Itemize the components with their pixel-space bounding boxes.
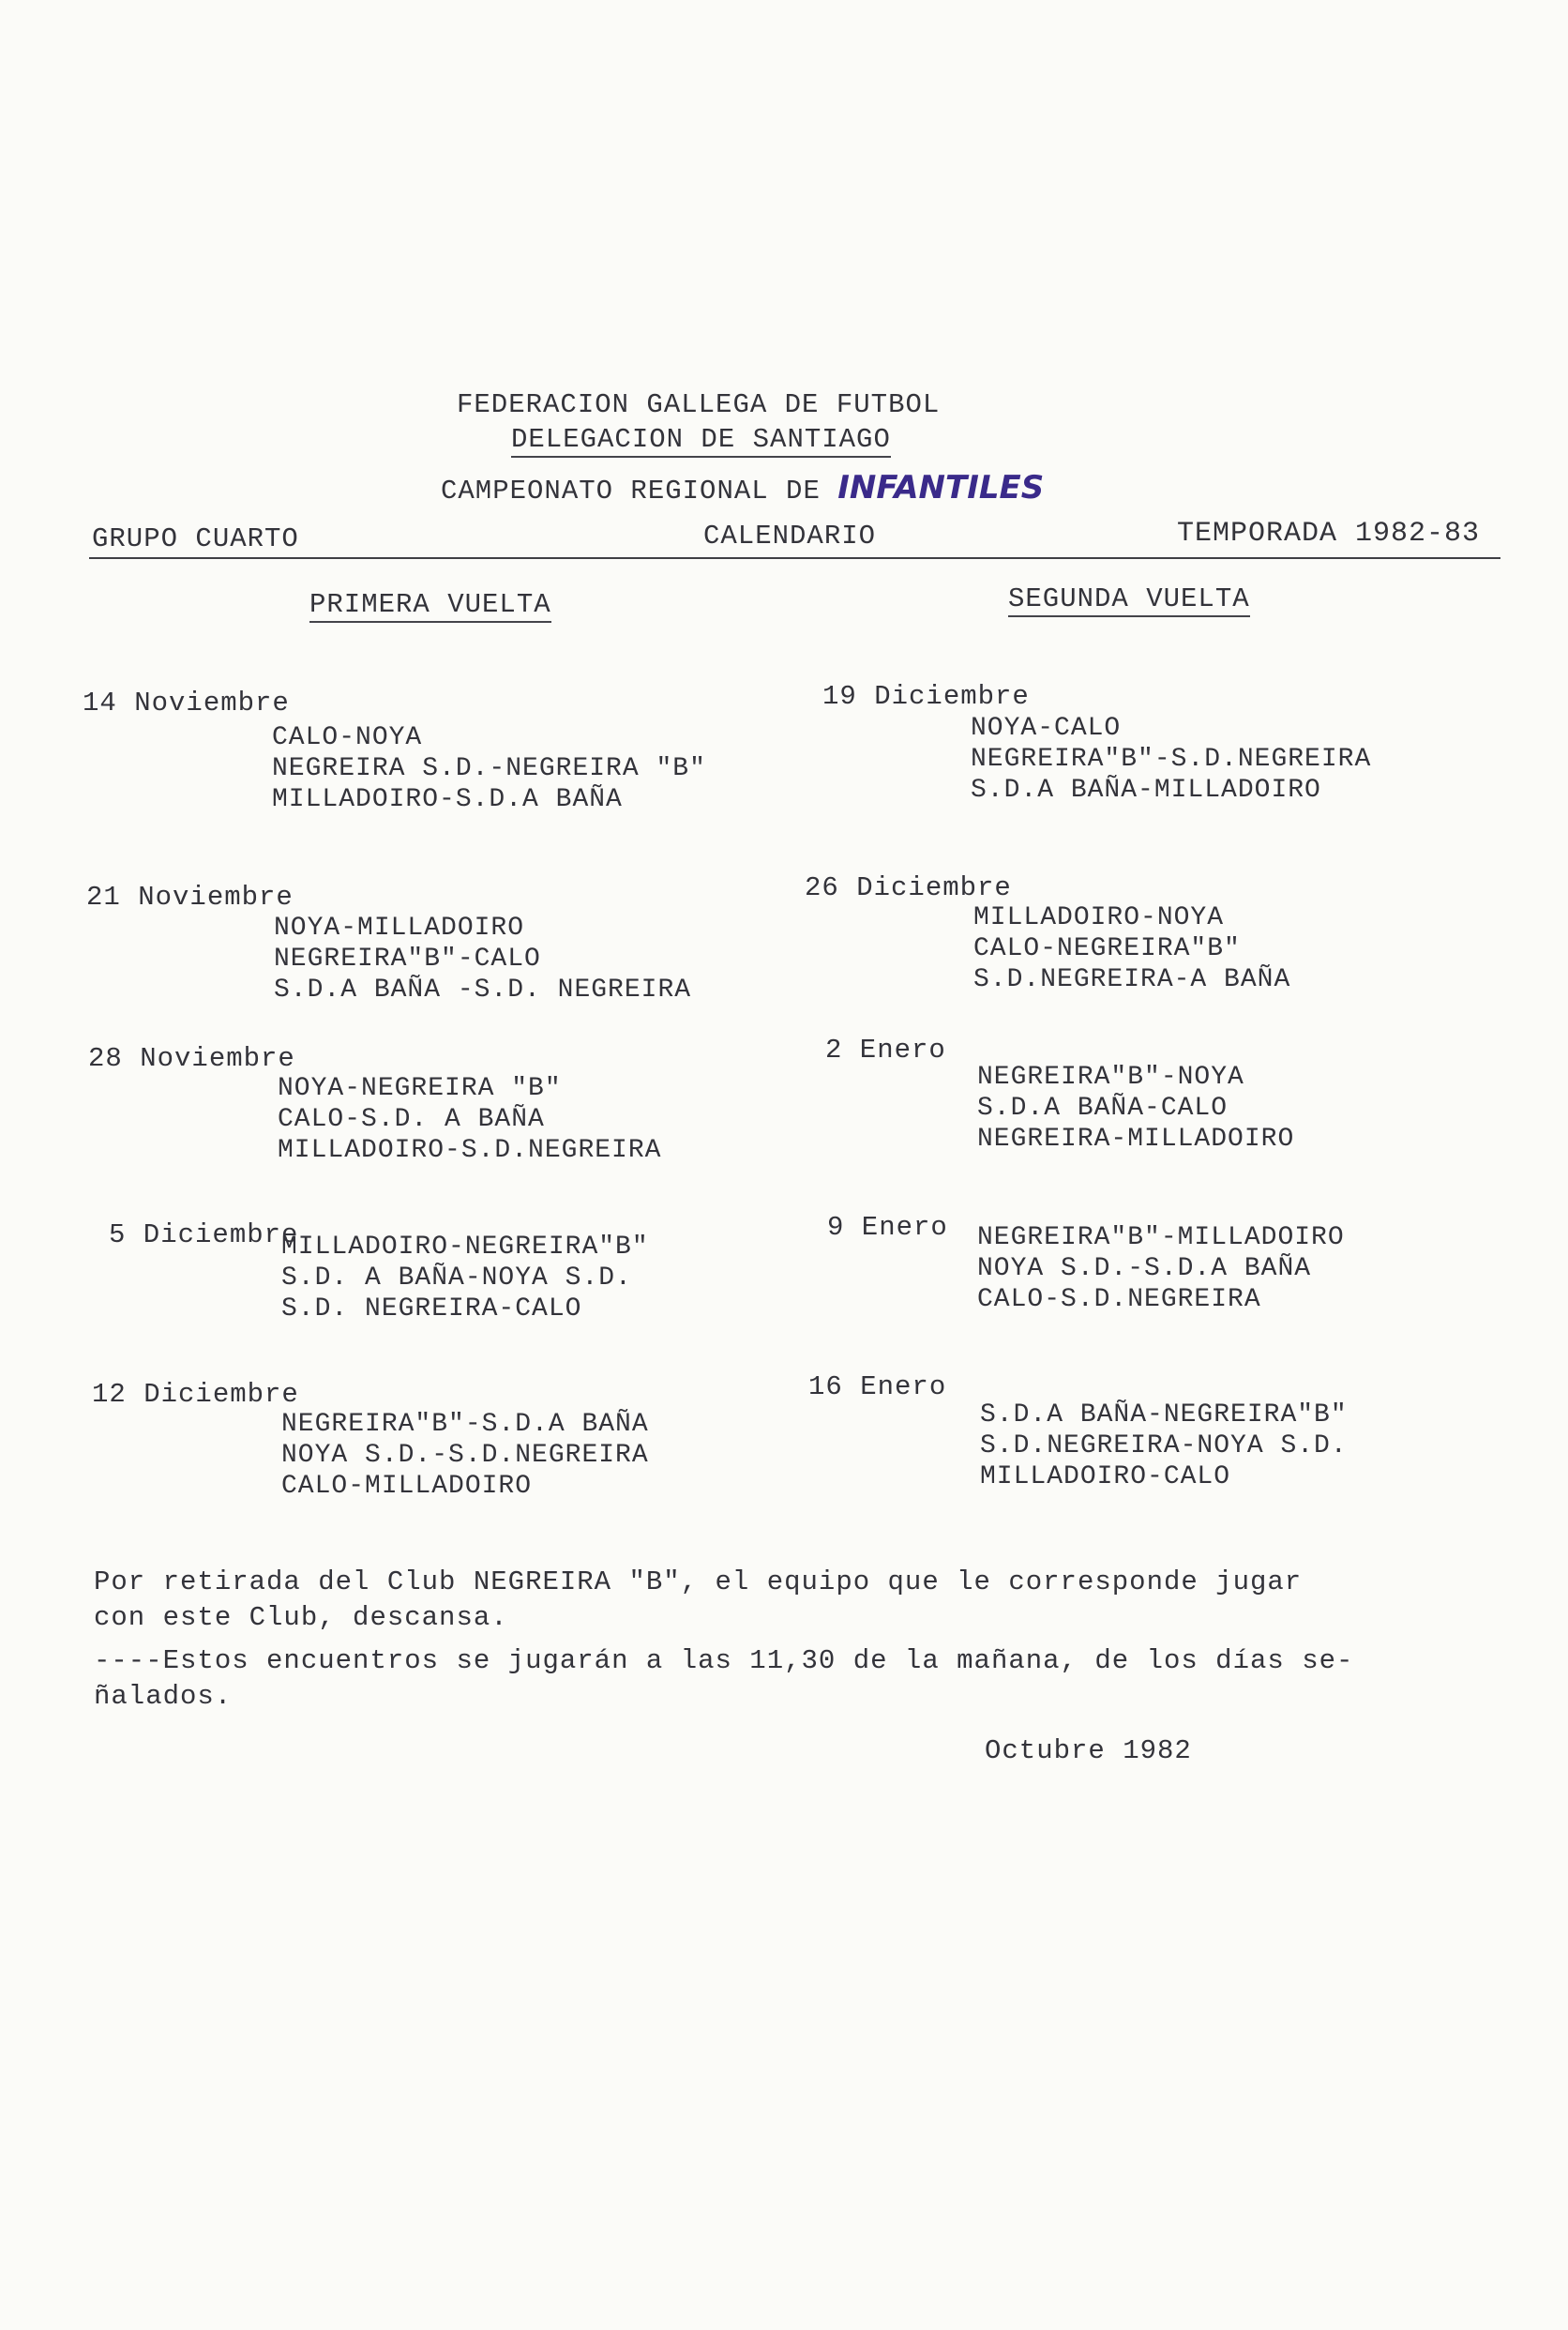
primera-date: 21 Noviembre xyxy=(86,882,294,913)
segunda-date: 2 Enero xyxy=(825,1035,946,1066)
championship-category: INFANTILES xyxy=(837,469,1045,507)
horario-note-line2: ñalados. xyxy=(94,1681,233,1712)
primera-match: MILLADOIRO-S.D.NEGREIRA xyxy=(278,1136,662,1165)
calendar-label: CALENDARIO xyxy=(703,521,877,552)
segunda-date: 19 Diciembre xyxy=(822,681,1030,712)
primera-match: MILLADOIRO-S.D.A BAÑA xyxy=(272,785,623,814)
primera-match: S.D. A BAÑA-NOYA S.D. xyxy=(281,1263,632,1293)
primera-date: 14 Noviembre xyxy=(83,688,290,719)
segunda-match: MILLADOIRO-NOYA xyxy=(973,903,1225,932)
segunda-match: NEGREIRA"B"-MILLADOIRO xyxy=(977,1223,1345,1252)
primera-date: 5 Diciembre xyxy=(109,1219,299,1250)
primera-match: CALO-MILLADOIRO xyxy=(281,1472,533,1501)
primera-match: CALO-S.D. A BAÑA xyxy=(278,1105,545,1134)
segunda-match: S.D.NEGREIRA-NOYA S.D. xyxy=(980,1431,1348,1460)
championship-title xyxy=(441,469,1044,507)
retirada-note-line2: con este Club, descansa. xyxy=(94,1602,508,1633)
delegation-title: DELEGACION DE SANTIAGO xyxy=(511,424,891,458)
segunda-match: MILLADOIRO-CALO xyxy=(980,1462,1231,1491)
segunda-match: CALO-S.D.NEGREIRA xyxy=(977,1285,1261,1314)
primera-match: NEGREIRA"B"-CALO xyxy=(274,945,541,974)
segunda-date: 16 Enero xyxy=(808,1371,947,1402)
primera-match: S.D.A BAÑA -S.D. NEGREIRA xyxy=(274,976,692,1005)
segunda-match: NEGREIRA"B"-S.D.NEGREIRA xyxy=(971,745,1372,774)
segunda-match: S.D.NEGREIRA-A BAÑA xyxy=(973,965,1291,994)
federation-title: FEDERACION GALLEGA DE FUTBOL xyxy=(457,389,941,420)
season-label: TEMPORADA 1982-83 xyxy=(1177,518,1481,550)
segunda-vuelta-title: SEGUNDA VUELTA xyxy=(1008,583,1250,617)
primera-match: NEGREIRA"B"-S.D.A BAÑA xyxy=(281,1410,649,1439)
primera-date: 12 Diciembre xyxy=(92,1379,299,1410)
primera-date: 28 Noviembre xyxy=(88,1043,295,1074)
segunda-match: CALO-NEGREIRA"B" xyxy=(973,934,1241,963)
segunda-match: S.D.A BAÑA-MILLADOIRO xyxy=(971,776,1321,805)
segunda-match: NOYA-CALO xyxy=(971,714,1122,743)
segunda-match: NOYA S.D.-S.D.A BAÑA xyxy=(977,1254,1312,1283)
primera-vuelta-title: PRIMERA VUELTA xyxy=(309,589,551,623)
primera-match: NOYA-MILLADOIRO xyxy=(274,914,525,943)
primera-match: NOYA-NEGREIRA "B" xyxy=(278,1074,562,1103)
segunda-match: NEGREIRA"B"-NOYA xyxy=(977,1063,1244,1092)
segunda-match: S.D.A BAÑA-NEGREIRA"B" xyxy=(980,1400,1348,1430)
championship-prefix: CAMPEONATO REGIONAL DE xyxy=(441,476,821,507)
segunda-match: NEGREIRA-MILLADOIRO xyxy=(977,1125,1295,1154)
header-rule xyxy=(89,557,1500,559)
primera-match: CALO-NOYA xyxy=(272,723,423,752)
primera-match: NOYA S.D.-S.D.NEGREIRA xyxy=(281,1441,649,1470)
segunda-date: 9 Enero xyxy=(827,1212,948,1243)
segunda-match: S.D.A BAÑA-CALO xyxy=(977,1094,1229,1123)
horario-note-line1: ----Estos encuentros se jugarán a las 11,30 de la mañana, de los días se- xyxy=(94,1645,1354,1676)
segunda-date: 26 Diciembre xyxy=(805,872,1012,903)
group-label: GRUPO CUARTO xyxy=(92,523,299,554)
retirada-note-line1: Por retirada del Club NEGREIRA "B", el equipo que le corresponde jugar xyxy=(94,1566,1303,1597)
primera-match: NEGREIRA S.D.-NEGREIRA "B" xyxy=(272,754,706,783)
primera-match: S.D. NEGREIRA-CALO xyxy=(281,1294,582,1324)
primera-match: MILLADOIRO-NEGREIRA"B" xyxy=(281,1233,649,1262)
document-date: Octubre 1982 xyxy=(985,1735,1192,1766)
